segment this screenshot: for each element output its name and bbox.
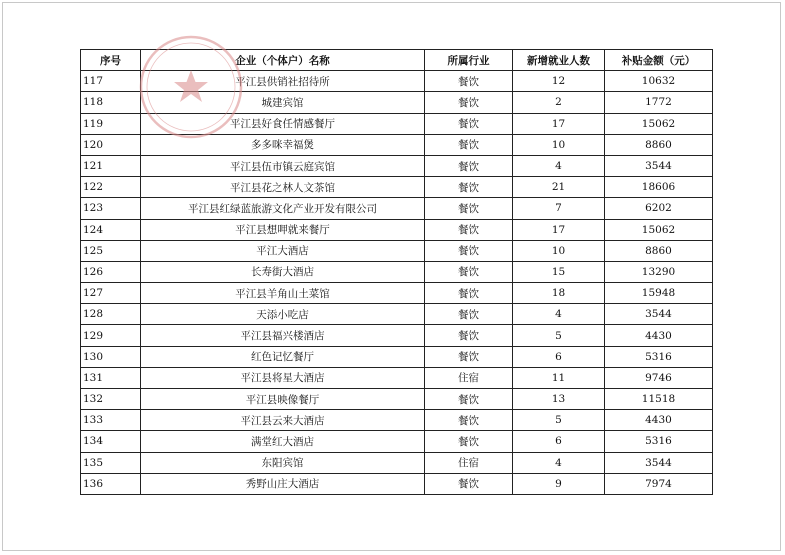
row-new-employees: 4 xyxy=(513,304,605,325)
table-header-row xyxy=(81,50,713,71)
header-subsidy-amount: 补贴金额（元） xyxy=(605,50,713,71)
row-serial: 128 xyxy=(81,304,141,325)
row-subsidy-amount: 4430 xyxy=(605,325,713,346)
row-subsidy-amount: 3544 xyxy=(605,304,713,325)
row-industry: 餐饮 xyxy=(425,283,513,304)
row-company-name: 平江县羊角山土菜馆 xyxy=(141,283,425,304)
row-serial: 135 xyxy=(81,452,141,473)
row-new-employees: 9 xyxy=(513,473,605,494)
table-row xyxy=(81,240,713,261)
header-company-name: 企业（个体户）名称 xyxy=(141,50,425,71)
header-new-employees: 新增就业人数 xyxy=(513,50,605,71)
row-industry: 餐饮 xyxy=(425,155,513,176)
table-row xyxy=(81,261,713,282)
row-company-name: 平江县花之林人文茶馆 xyxy=(141,177,425,198)
table-row xyxy=(81,473,713,494)
row-company-name: 平江县云来大酒店 xyxy=(141,410,425,431)
row-company-name: 平江大酒店 xyxy=(141,240,425,261)
row-new-employees: 7 xyxy=(513,198,605,219)
row-company-name: 城建宾馆 xyxy=(141,92,425,113)
row-new-employees: 6 xyxy=(513,431,605,452)
table-row xyxy=(81,346,713,367)
row-industry: 餐饮 xyxy=(425,134,513,155)
table-row xyxy=(81,452,713,473)
row-serial: 129 xyxy=(81,325,141,346)
table-body xyxy=(81,71,713,495)
table-row xyxy=(81,71,713,92)
row-subsidy-amount: 7974 xyxy=(605,473,713,494)
table-row xyxy=(81,219,713,240)
row-new-employees: 2 xyxy=(513,92,605,113)
row-industry: 餐饮 xyxy=(425,261,513,282)
row-new-employees: 15 xyxy=(513,261,605,282)
table-row xyxy=(81,198,713,219)
row-new-employees: 17 xyxy=(513,113,605,134)
row-subsidy-amount: 15062 xyxy=(605,219,713,240)
row-company-name: 平江县想呷就来餐厅 xyxy=(141,219,425,240)
row-subsidy-amount: 15062 xyxy=(605,113,713,134)
row-new-employees: 5 xyxy=(513,325,605,346)
table-row xyxy=(81,92,713,113)
row-company-name: 平江县将星大酒店 xyxy=(141,367,425,388)
row-industry: 餐饮 xyxy=(425,325,513,346)
row-serial: 134 xyxy=(81,431,141,452)
row-industry: 餐饮 xyxy=(425,177,513,198)
table-row xyxy=(81,177,713,198)
table-row xyxy=(81,134,713,155)
table-row xyxy=(81,283,713,304)
row-serial: 131 xyxy=(81,367,141,388)
row-industry: 住宿 xyxy=(425,367,513,388)
row-industry: 住宿 xyxy=(425,452,513,473)
row-subsidy-amount: 18606 xyxy=(605,177,713,198)
row-industry: 餐饮 xyxy=(425,240,513,261)
row-subsidy-amount: 10632 xyxy=(605,71,713,92)
table-row xyxy=(81,431,713,452)
row-new-employees: 11 xyxy=(513,367,605,388)
row-serial: 125 xyxy=(81,240,141,261)
row-serial: 123 xyxy=(81,198,141,219)
row-subsidy-amount: 11518 xyxy=(605,389,713,410)
table-row xyxy=(81,155,713,176)
row-company-name: 天添小吃店 xyxy=(141,304,425,325)
row-industry: 餐饮 xyxy=(425,219,513,240)
row-industry: 餐饮 xyxy=(425,92,513,113)
row-serial: 126 xyxy=(81,261,141,282)
row-subsidy-amount: 5316 xyxy=(605,346,713,367)
table-row xyxy=(81,325,713,346)
row-new-employees: 10 xyxy=(513,240,605,261)
row-new-employees: 6 xyxy=(513,346,605,367)
row-industry: 餐饮 xyxy=(425,431,513,452)
row-industry: 餐饮 xyxy=(425,113,513,134)
row-company-name: 东阳宾馆 xyxy=(141,452,425,473)
row-industry: 餐饮 xyxy=(425,304,513,325)
row-subsidy-amount: 3544 xyxy=(605,155,713,176)
row-subsidy-amount: 3544 xyxy=(605,452,713,473)
table-row xyxy=(81,113,713,134)
table-row xyxy=(81,389,713,410)
row-new-employees: 17 xyxy=(513,219,605,240)
row-new-employees: 12 xyxy=(513,71,605,92)
row-serial: 136 xyxy=(81,473,141,494)
row-serial: 120 xyxy=(81,134,141,155)
row-company-name: 红色记忆餐厅 xyxy=(141,346,425,367)
row-new-employees: 4 xyxy=(513,155,605,176)
row-subsidy-amount: 13290 xyxy=(605,261,713,282)
row-serial: 133 xyxy=(81,410,141,431)
row-company-name: 长寿街大酒店 xyxy=(141,261,425,282)
row-serial: 132 xyxy=(81,389,141,410)
row-new-employees: 10 xyxy=(513,134,605,155)
row-company-name: 平江县映像餐厅 xyxy=(141,389,425,410)
row-new-employees: 21 xyxy=(513,177,605,198)
row-subsidy-amount: 5316 xyxy=(605,431,713,452)
row-industry: 餐饮 xyxy=(425,389,513,410)
row-company-name: 满堂红大酒店 xyxy=(141,431,425,452)
header-industry: 所属行业 xyxy=(425,50,513,71)
row-company-name: 平江县红绿蓝旅游文化产业开发有限公司 xyxy=(141,198,425,219)
row-subsidy-amount: 8860 xyxy=(605,240,713,261)
row-company-name: 多多咪幸福煲 xyxy=(141,134,425,155)
table-row xyxy=(81,304,713,325)
row-new-employees: 4 xyxy=(513,452,605,473)
row-serial: 121 xyxy=(81,155,141,176)
row-industry: 餐饮 xyxy=(425,410,513,431)
row-serial: 119 xyxy=(81,113,141,134)
subsidy-table xyxy=(80,49,713,495)
row-subsidy-amount: 4430 xyxy=(605,410,713,431)
row-company-name: 平江县福兴楼酒店 xyxy=(141,325,425,346)
row-subsidy-amount: 6202 xyxy=(605,198,713,219)
row-serial: 117 xyxy=(81,71,141,92)
table-row xyxy=(81,367,713,388)
row-serial: 130 xyxy=(81,346,141,367)
table-row xyxy=(81,410,713,431)
row-serial: 124 xyxy=(81,219,141,240)
row-new-employees: 13 xyxy=(513,389,605,410)
row-new-employees: 5 xyxy=(513,410,605,431)
row-company-name: 平江县伍市镇云庭宾馆 xyxy=(141,155,425,176)
row-industry: 餐饮 xyxy=(425,198,513,219)
row-company-name: 秀野山庄大酒店 xyxy=(141,473,425,494)
row-industry: 餐饮 xyxy=(425,346,513,367)
row-serial: 127 xyxy=(81,283,141,304)
row-industry: 餐饮 xyxy=(425,71,513,92)
row-serial: 122 xyxy=(81,177,141,198)
row-serial: 118 xyxy=(81,92,141,113)
row-company-name: 平江县供销社招待所 xyxy=(141,71,425,92)
row-company-name: 平江县好食任情感餐厅 xyxy=(141,113,425,134)
row-subsidy-amount: 1772 xyxy=(605,92,713,113)
row-new-employees: 18 xyxy=(513,283,605,304)
row-subsidy-amount: 8860 xyxy=(605,134,713,155)
row-industry: 餐饮 xyxy=(425,473,513,494)
row-subsidy-amount: 15948 xyxy=(605,283,713,304)
row-subsidy-amount: 9746 xyxy=(605,367,713,388)
header-serial: 序号 xyxy=(81,50,141,71)
